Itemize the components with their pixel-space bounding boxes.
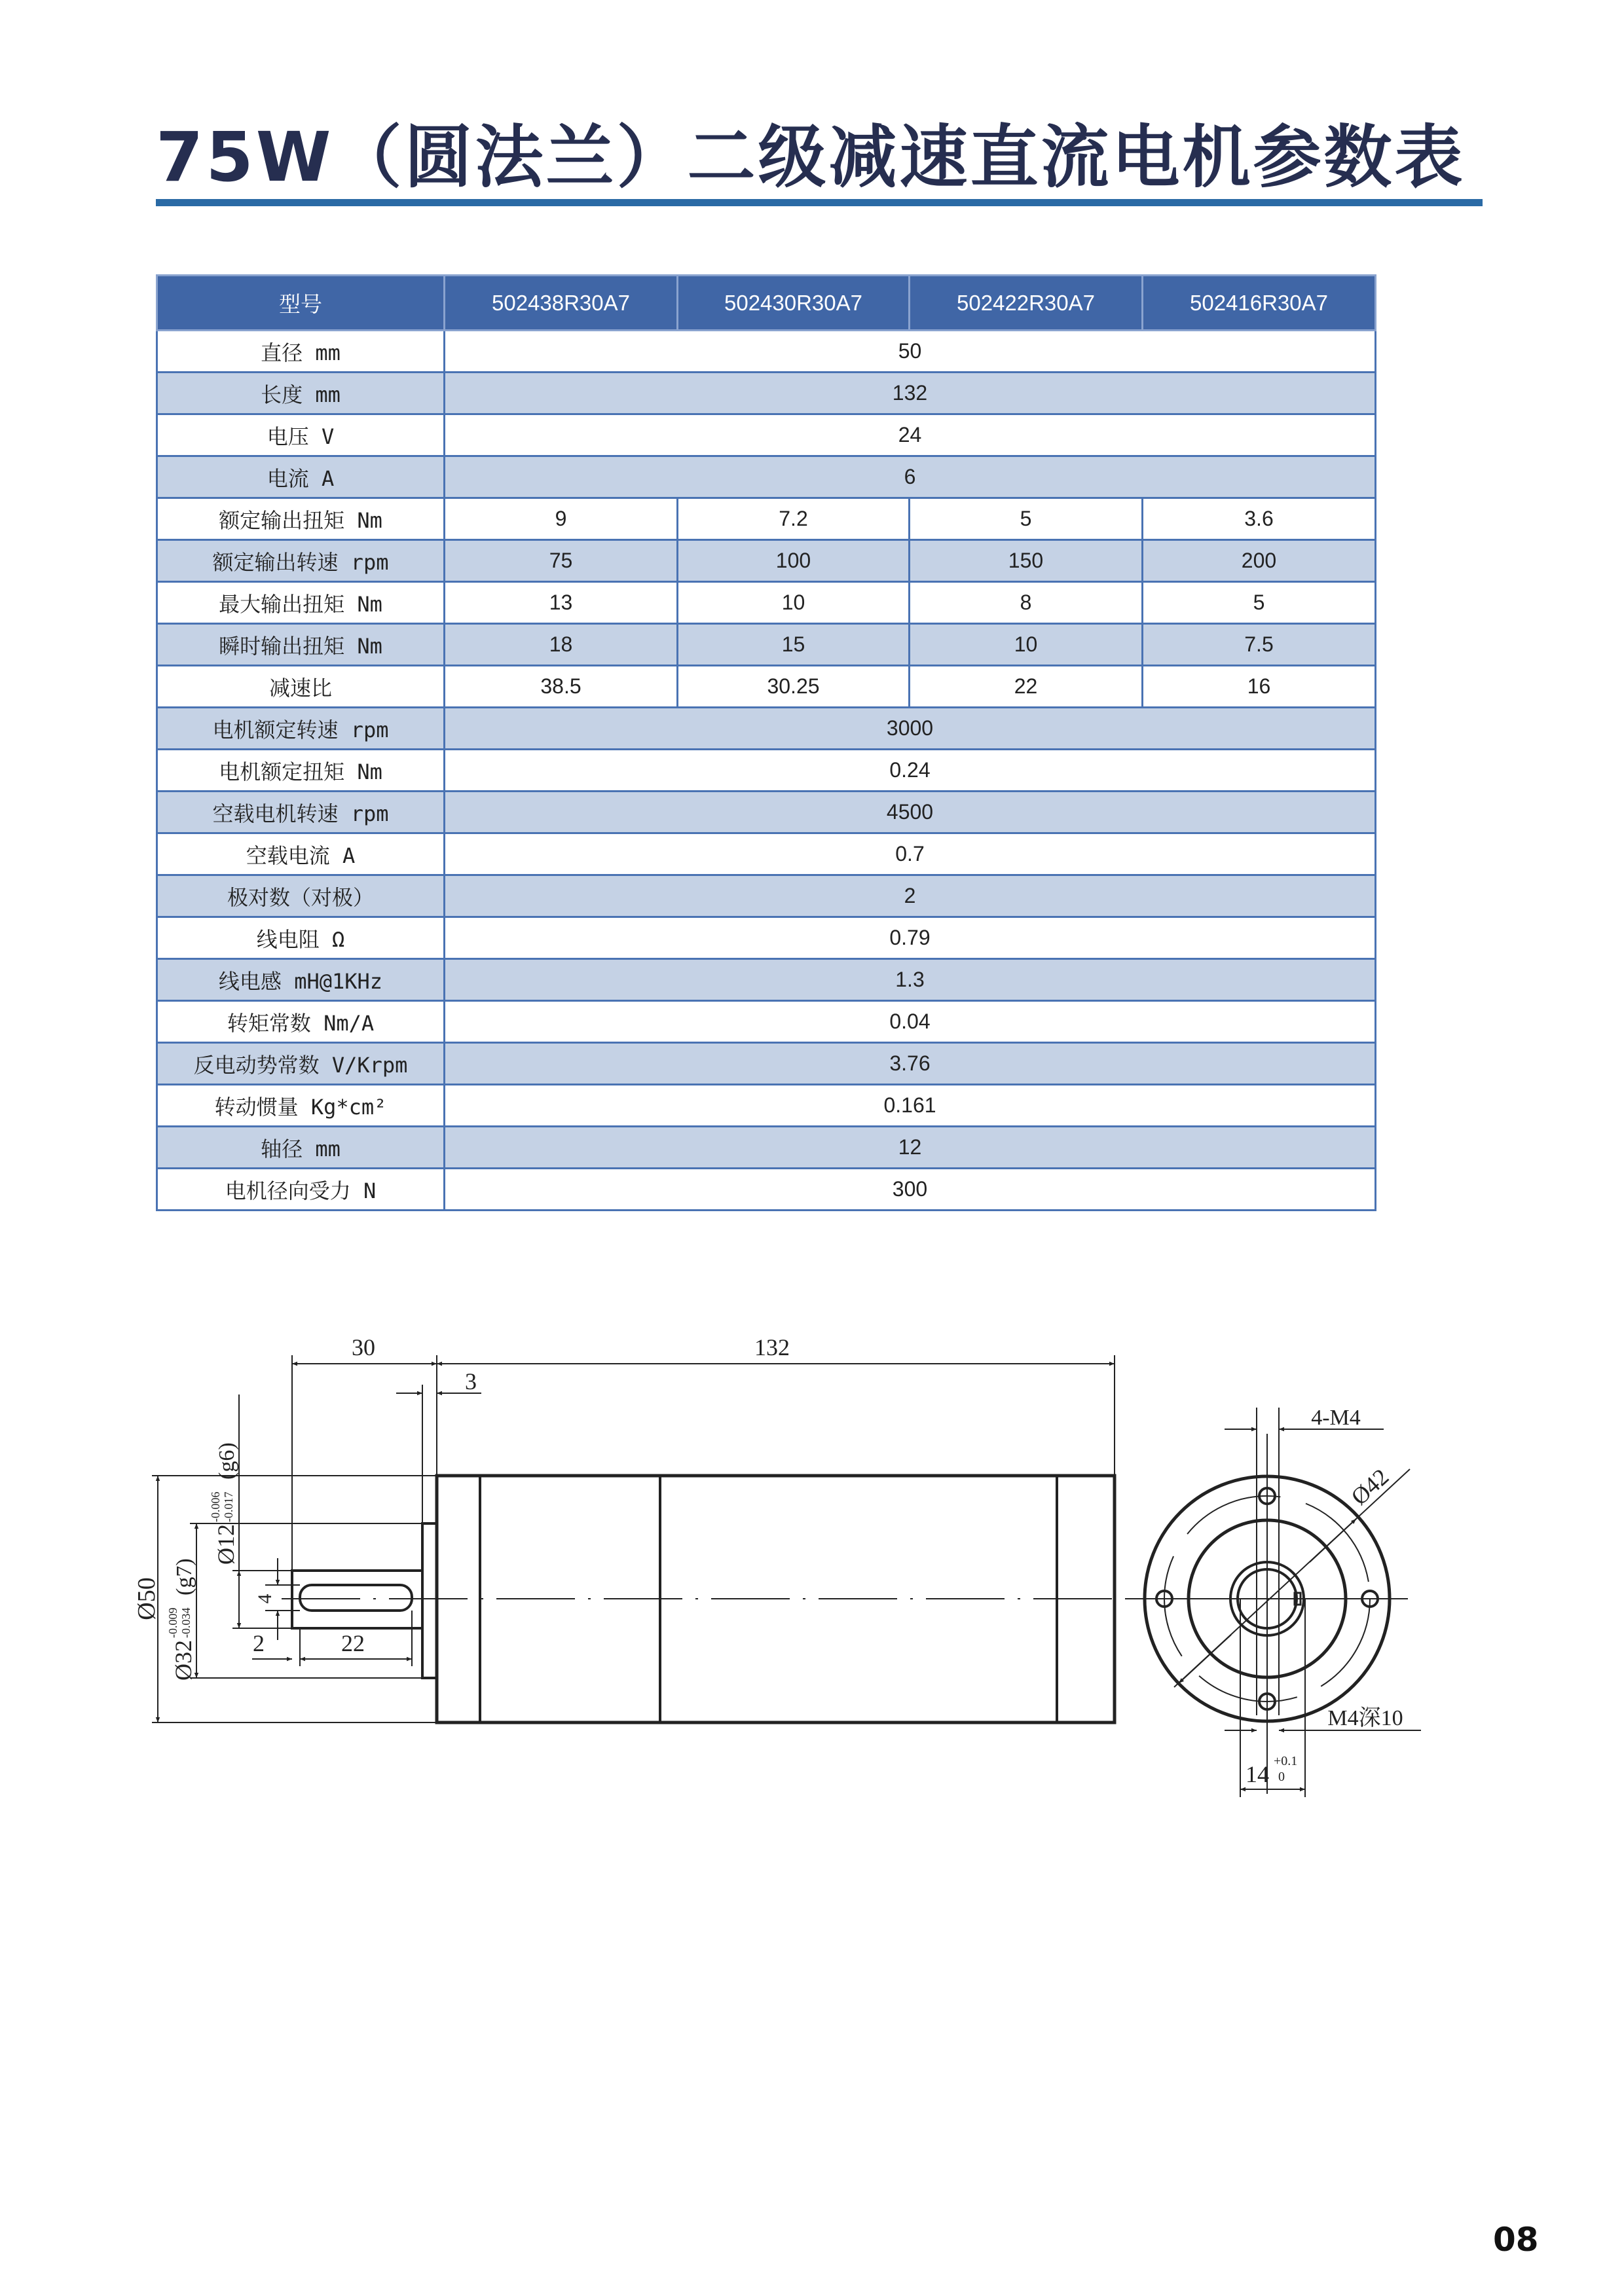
row-label: 轴径 mm bbox=[157, 1127, 445, 1169]
row-value: 150 bbox=[910, 540, 1143, 582]
table-row bbox=[157, 875, 1376, 917]
table-row bbox=[157, 1127, 1376, 1169]
dim-32-tol-upper: -0.009 bbox=[166, 1607, 179, 1638]
row-label: 转动惯量 Kg*cm² bbox=[157, 1085, 445, 1127]
table-row bbox=[157, 666, 1376, 708]
table-row bbox=[157, 1169, 1376, 1211]
row-value: 0.79 bbox=[445, 917, 1376, 959]
dim-12-fit: (g6) bbox=[215, 1442, 239, 1480]
header-model-4: 502416R30A7 bbox=[1143, 276, 1376, 331]
end-view bbox=[1126, 1408, 1421, 1797]
row-value: 9 bbox=[445, 498, 678, 540]
row-label: 电机径向受力 N bbox=[157, 1169, 445, 1211]
row-label: 电压 V bbox=[157, 414, 445, 456]
table-row bbox=[157, 833, 1376, 875]
table-row bbox=[157, 373, 1376, 414]
row-value: 0.161 bbox=[445, 1085, 1376, 1127]
table-row bbox=[157, 331, 1376, 373]
keyway bbox=[300, 1585, 412, 1611]
row-value: 8 bbox=[910, 582, 1143, 624]
row-value: 3.76 bbox=[445, 1043, 1376, 1085]
table-row bbox=[157, 708, 1376, 750]
row-label: 转矩常数 Nm/A bbox=[157, 1001, 445, 1043]
row-value: 132 bbox=[445, 373, 1376, 414]
row-value: 3000 bbox=[445, 708, 1376, 750]
row-value: 5 bbox=[910, 498, 1143, 540]
end-view-labels bbox=[1246, 1406, 1403, 1787]
row-value: 75 bbox=[445, 540, 678, 582]
motor-body bbox=[437, 1476, 1115, 1722]
header-model-2: 502430R30A7 bbox=[678, 276, 910, 331]
row-label: 额定输出转速 rpm bbox=[157, 540, 445, 582]
row-value: 100 bbox=[678, 540, 910, 582]
dim-22-label: 22 bbox=[341, 1630, 365, 1656]
table-row bbox=[157, 456, 1376, 498]
row-label: 电流 A bbox=[157, 456, 445, 498]
dim-12-label: Ø12 bbox=[213, 1524, 239, 1565]
row-value: 200 bbox=[1143, 540, 1376, 582]
row-value: 18 bbox=[445, 624, 678, 666]
row-value: 22 bbox=[910, 666, 1143, 708]
dim-32-label: Ø32 bbox=[170, 1640, 196, 1681]
dim-14-tol-upper: +0.1 bbox=[1274, 1754, 1298, 1768]
page-number: 08 bbox=[1493, 2221, 1539, 2259]
table-row bbox=[157, 498, 1376, 540]
dim-14-tol-lower: 0 bbox=[1278, 1770, 1285, 1784]
table-row bbox=[157, 414, 1376, 456]
table-row bbox=[157, 917, 1376, 959]
row-label: 长度 mm bbox=[157, 373, 445, 414]
table-row bbox=[157, 624, 1376, 666]
row-value: 4500 bbox=[445, 792, 1376, 833]
dim-14-label: 14 bbox=[1246, 1761, 1269, 1787]
row-value: 16 bbox=[1143, 666, 1376, 708]
row-value: 2 bbox=[445, 875, 1376, 917]
table-row bbox=[157, 540, 1376, 582]
row-label: 空载电机转速 rpm bbox=[157, 792, 445, 833]
table-row bbox=[157, 582, 1376, 624]
row-label: 最大输出扭矩 Nm bbox=[157, 582, 445, 624]
row-label: 电机额定扭矩 Nm bbox=[157, 750, 445, 792]
holes-label: 4-M4 bbox=[1311, 1406, 1361, 1430]
row-value: 0.04 bbox=[445, 1001, 1376, 1043]
dim-4-label: 4 bbox=[254, 1594, 276, 1604]
row-value: 1.3 bbox=[445, 959, 1376, 1001]
outer-flange-circle bbox=[1145, 1476, 1390, 1721]
table-row bbox=[157, 1043, 1376, 1085]
table-header-row bbox=[157, 276, 1376, 331]
row-label: 减速比 bbox=[157, 666, 445, 708]
row-label: 直径 mm bbox=[157, 331, 445, 373]
mounting-holes bbox=[1156, 1488, 1378, 1709]
dim-3-label: 3 bbox=[465, 1368, 477, 1394]
table-row bbox=[157, 750, 1376, 792]
shaft-circle bbox=[1238, 1569, 1297, 1628]
spec-table bbox=[156, 274, 1376, 1211]
row-value: 0.24 bbox=[445, 750, 1376, 792]
header-model-1: 502438R30A7 bbox=[445, 276, 678, 331]
dim-12-tol-lower: -0.017 bbox=[222, 1491, 235, 1522]
thread-label: M4深10 bbox=[1327, 1706, 1403, 1730]
table-row bbox=[157, 1001, 1376, 1043]
table-row bbox=[157, 792, 1376, 833]
header-model-label: 型号 bbox=[157, 276, 445, 331]
dim-2-label: 2 bbox=[253, 1630, 265, 1656]
row-value: 10 bbox=[910, 624, 1143, 666]
row-label: 线电阻 Ω bbox=[157, 917, 445, 959]
dim-32-fit: (g7) bbox=[172, 1558, 196, 1595]
hub-circle bbox=[1230, 1562, 1304, 1635]
row-label: 瞬时输出扭矩 Nm bbox=[157, 624, 445, 666]
row-value: 30.25 bbox=[678, 666, 910, 708]
row-value: 300 bbox=[445, 1169, 1376, 1211]
title-underline bbox=[156, 199, 1483, 206]
dim-32-tol-lower: -0.034 bbox=[179, 1607, 193, 1638]
row-value: 0.7 bbox=[445, 833, 1376, 875]
side-view-labels bbox=[133, 1334, 790, 1681]
row-value: 24 bbox=[445, 414, 1376, 456]
shaft bbox=[292, 1571, 422, 1628]
row-value: 15 bbox=[678, 624, 910, 666]
side-view bbox=[152, 1355, 1408, 1722]
row-value: 50 bbox=[445, 331, 1376, 373]
pcd-label: Ø42 bbox=[1346, 1463, 1394, 1510]
row-value: 3.6 bbox=[1143, 498, 1376, 540]
page-title: 75W（圆法兰）二级减速直流电机参数表 bbox=[156, 117, 1466, 197]
header-model-3: 502422R30A7 bbox=[910, 276, 1143, 331]
table-row bbox=[157, 959, 1376, 1001]
dim-12-tol-upper: -0.006 bbox=[209, 1491, 222, 1522]
dim-30-label: 30 bbox=[352, 1334, 375, 1360]
table-row bbox=[157, 1085, 1376, 1127]
row-value: 12 bbox=[445, 1127, 1376, 1169]
row-label: 反电动势常数 V/Krpm bbox=[157, 1043, 445, 1085]
row-value: 7.5 bbox=[1143, 624, 1376, 666]
row-label: 额定输出扭矩 Nm bbox=[157, 498, 445, 540]
row-value: 13 bbox=[445, 582, 678, 624]
row-label: 线电感 mH@1KHz bbox=[157, 959, 445, 1001]
dim-132-label: 132 bbox=[754, 1334, 790, 1360]
row-value: 38.5 bbox=[445, 666, 678, 708]
dim-50-label: Ø50 bbox=[133, 1577, 160, 1620]
row-value: 6 bbox=[445, 456, 1376, 498]
row-value: 10 bbox=[678, 582, 910, 624]
row-label: 空载电流 A bbox=[157, 833, 445, 875]
row-label: 极对数（对极） bbox=[157, 875, 445, 917]
row-label: 电机额定转速 rpm bbox=[157, 708, 445, 750]
row-value: 7.2 bbox=[678, 498, 910, 540]
pilot-circle bbox=[1189, 1520, 1346, 1677]
row-value: 5 bbox=[1143, 582, 1376, 624]
flange bbox=[422, 1523, 437, 1678]
